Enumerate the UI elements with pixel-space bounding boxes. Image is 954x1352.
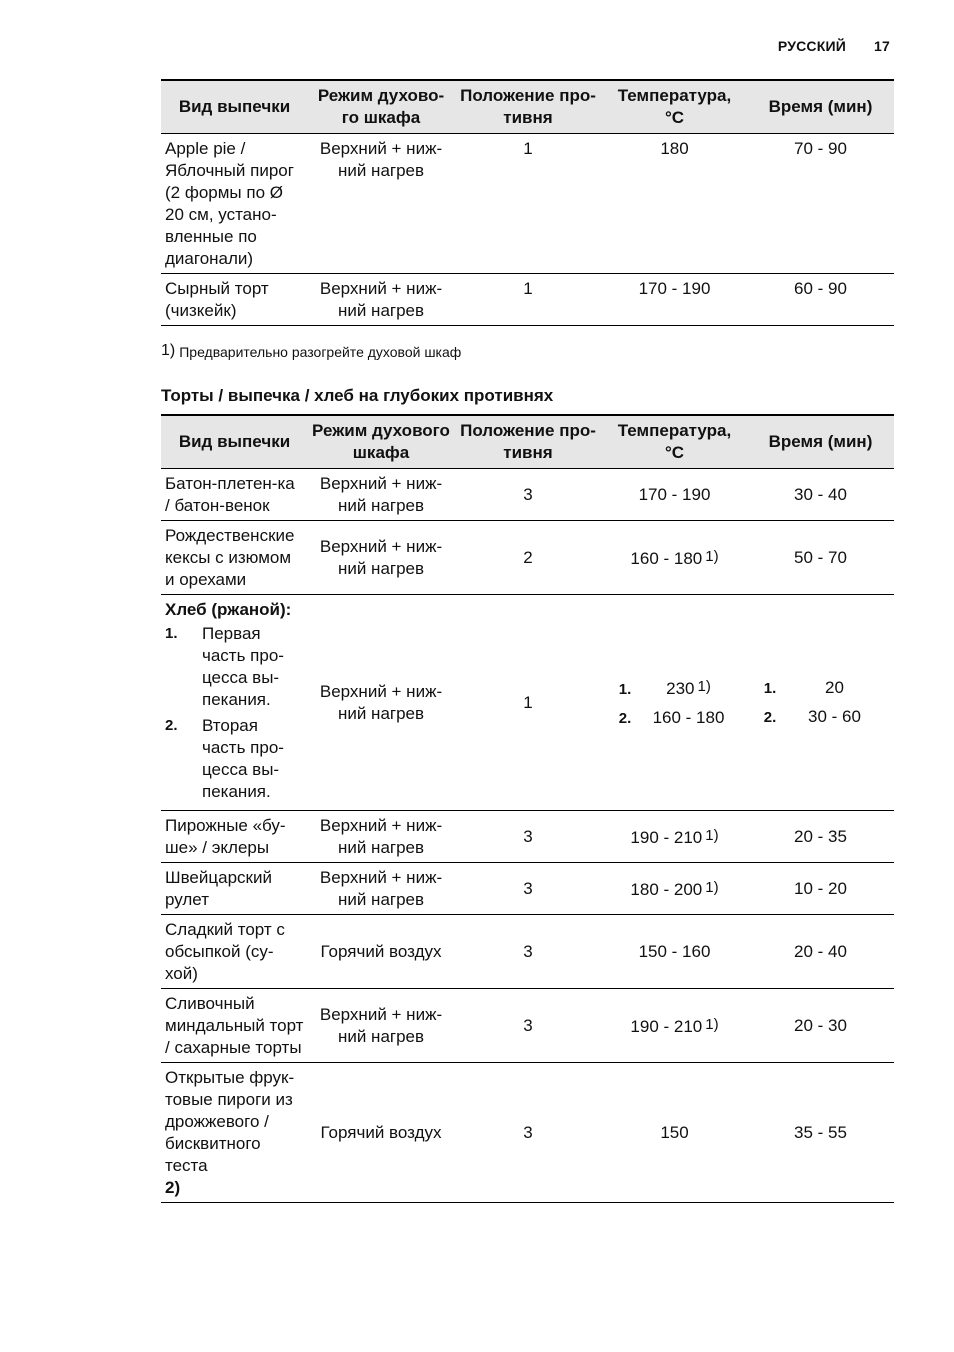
footnote-marker: 1) <box>161 342 176 359</box>
col-header-position: Положение про-тивня <box>454 80 602 134</box>
cell-kind: Сырный торт (чизкейк) <box>161 274 308 326</box>
bread-steps <box>165 623 304 803</box>
cell-temperature <box>602 915 747 989</box>
temperature-pair <box>606 707 743 730</box>
temperature-value: 170 - 190 <box>638 485 711 504</box>
table-row-bread <box>161 595 894 811</box>
cell-position: 3 <box>454 989 602 1063</box>
cell-time: 50 - 70 <box>747 521 894 595</box>
language-label: РУССКИЙ <box>777 38 847 54</box>
table-row <box>161 863 894 915</box>
temperature-value: 190 - 210 <box>630 1017 703 1036</box>
cell-mode: Верхний + ниж-ний нагрев <box>308 274 454 326</box>
cell-time: 20 - 35 <box>747 811 894 863</box>
baking-table-1 <box>161 79 894 326</box>
cell-temperature <box>602 863 747 915</box>
time-pair <box>751 706 890 729</box>
cell-mode: Верхний + ниж-ний нагрев <box>308 811 454 863</box>
step-number: 1. <box>763 680 777 697</box>
cell-time: 60 - 90 <box>747 274 894 326</box>
table-row <box>161 134 894 274</box>
cell-position: 3 <box>454 915 602 989</box>
section-title: Торты / выпечка / хлеб на глубоких противнях <box>161 386 554 405</box>
cell-mode: Верхний + ниж-ний нагрев <box>308 469 454 521</box>
cell-position: 1 <box>454 134 602 274</box>
cell-temperature: 180 <box>602 134 747 274</box>
list-item <box>165 623 304 711</box>
cell-position: 3 <box>454 811 602 863</box>
table-row <box>161 521 894 595</box>
temperature-value: 150 - 160 <box>638 942 711 961</box>
kind-text: Открытые фрук-товые пироги из дрожжевого / бисквитного теста <box>165 1068 295 1175</box>
cell-mode: Верхний + ниж-ний нагрев <box>308 863 454 915</box>
cell-mode: Верхний + ниж-ний нагрев <box>308 521 454 595</box>
table-row <box>161 811 894 863</box>
footnote-ref: 1) <box>705 548 719 565</box>
temperature-value: 190 - 210 <box>630 828 703 847</box>
footnote-ref: 1) <box>705 879 719 896</box>
temperature-pair <box>606 676 743 701</box>
cell-position: 1 <box>454 595 602 811</box>
col-header-time: Время (мин) <box>747 80 894 134</box>
col-header-temperature: Температура, °C <box>602 80 747 134</box>
cell-position: 1 <box>454 274 602 326</box>
col-header-position: Положение про-тивня <box>454 415 602 469</box>
cell-kind: Пирожные «бу-ше» / эклеры <box>161 811 308 863</box>
cell-temperature <box>602 1063 747 1203</box>
cell-kind: Рождественские кексы с изюмом и орехами <box>161 521 308 595</box>
table-row <box>161 469 894 521</box>
cell-kind: Швейцарский рулет <box>161 863 308 915</box>
temperature-value: 160 - 180 <box>630 549 703 568</box>
footnote <box>161 342 461 360</box>
cell-kind: Сливочный миндальный торт / сахарные торты <box>161 989 308 1063</box>
step-number: 1. <box>165 625 178 642</box>
col-header-kind: Вид выпечки <box>161 415 308 469</box>
cell-temperature <box>602 811 747 863</box>
cell-mode: Верхний + ниж-ний нагрев <box>308 134 454 274</box>
footnote-ref: 1) <box>705 1016 719 1033</box>
cell-kind: Apple pie / Яблочный пирог (2 формы по Ø 20 см, устано-вленные по диагонали) <box>161 134 308 274</box>
cell-time: 20 - 30 <box>747 989 894 1063</box>
table-row <box>161 915 894 989</box>
footnote-ref: 1) <box>697 678 711 695</box>
cell-mode: Верхний + ниж-ний нагрев <box>308 595 454 811</box>
page-number: 17 <box>874 38 890 54</box>
page-header <box>778 38 890 54</box>
step-text: Первая часть про-цесса вы-пекания. <box>202 624 284 709</box>
cell-temperature: 170 - 190 <box>602 274 747 326</box>
cell-mode: Горячий воздух <box>308 1063 454 1203</box>
cell-temperature <box>602 989 747 1063</box>
temperature-value <box>644 676 743 700</box>
cell-time: 30 - 40 <box>747 469 894 521</box>
cell-temperature <box>602 521 747 595</box>
step-text: Вторая часть про-цесса вы-пекания. <box>202 716 284 801</box>
table-row <box>161 1063 894 1203</box>
cell-temperature <box>602 469 747 521</box>
cell-position: 3 <box>454 1063 602 1203</box>
cell-temperature <box>602 595 747 811</box>
temperature-value: 180 - 200 <box>630 880 703 899</box>
time-pair <box>751 677 890 700</box>
footnote-ref: 1) <box>705 827 719 844</box>
step-number: 2. <box>618 710 632 727</box>
cell-kind <box>161 595 308 811</box>
value-text: 230 <box>666 679 695 698</box>
temperature-value: 150 <box>660 1123 689 1142</box>
col-header-kind: Вид выпечки <box>161 80 308 134</box>
col-header-mode: Режим духово-го шкафа <box>308 80 454 134</box>
cell-position: 3 <box>454 863 602 915</box>
cell-time: 20 - 40 <box>747 915 894 989</box>
step-number: 1. <box>618 681 632 698</box>
col-header-mode: Режим духового шкафа <box>308 415 454 469</box>
list-item <box>165 715 304 803</box>
step-number: 2. <box>763 709 777 726</box>
table-header-row <box>161 80 894 134</box>
cell-kind: Батон-плетен-ка / батон-венок <box>161 469 308 521</box>
footnote-text: Предварительно разогрейте духовой шкаф <box>179 344 462 360</box>
time-value: 20 <box>825 678 844 697</box>
cell-mode: Верхний + ниж-ний нагрев <box>308 989 454 1063</box>
cell-time: 70 - 90 <box>747 134 894 274</box>
table-row <box>161 274 894 326</box>
cell-time <box>747 595 894 811</box>
cell-time: 10 - 20 <box>747 863 894 915</box>
table-row <box>161 989 894 1063</box>
step-number: 2. <box>165 717 178 734</box>
cell-position: 3 <box>454 469 602 521</box>
col-header-temperature: Температура, °C <box>602 415 747 469</box>
cell-mode: Горячий воздух <box>308 915 454 989</box>
col-header-time: Время (мин) <box>747 415 894 469</box>
baking-table-2 <box>161 414 894 1203</box>
bread-title: Хлеб (ржаной): <box>165 600 292 619</box>
time-value: 30 - 60 <box>808 707 861 726</box>
cell-position: 2 <box>454 521 602 595</box>
cell-kind <box>161 1063 308 1203</box>
temperature-value: 160 - 180 <box>652 708 725 727</box>
footnote-ref: 2) <box>165 1178 181 1197</box>
table-header-row <box>161 415 894 469</box>
cell-kind: Сладкий торт с обсыпкой (су-хой) <box>161 915 308 989</box>
cell-time: 35 - 55 <box>747 1063 894 1203</box>
